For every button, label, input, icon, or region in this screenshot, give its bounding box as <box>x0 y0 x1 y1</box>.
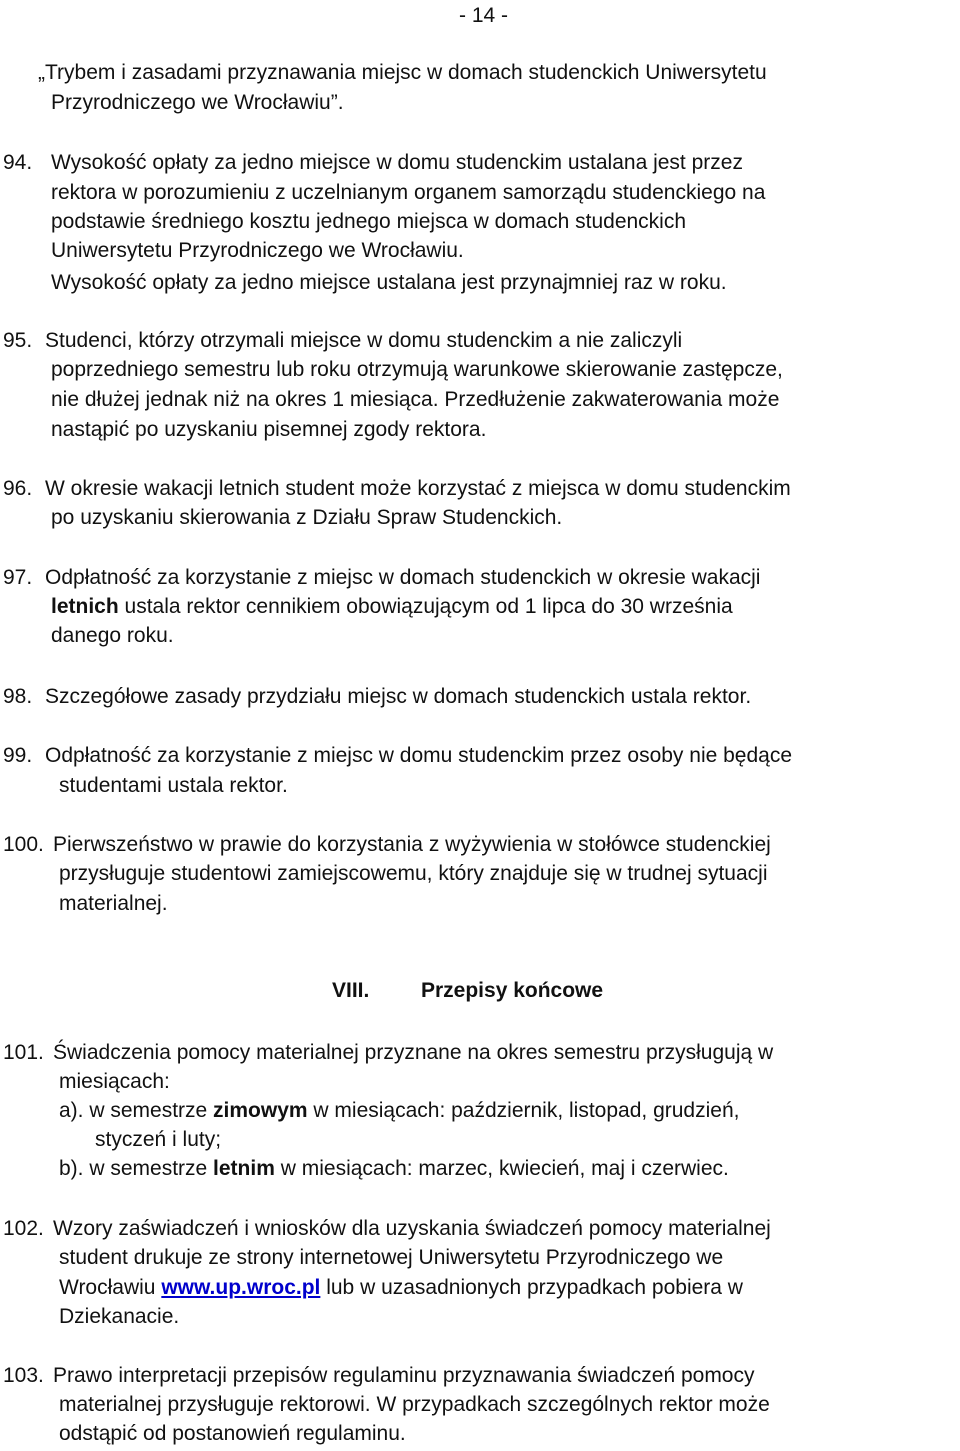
list-item-a <box>59 1099 739 1123</box>
paragraph-102-text: Wrocławiu <box>59 1276 162 1299</box>
paragraph-94-line: Wysokość opłaty za jedno miejsce ustalana jest przynajmniej raz w roku. <box>51 271 727 294</box>
paragraph-97-line <box>51 595 733 619</box>
paragraph-100-line: Pierwszeństwo w prawie do korzystania z wyżywienia w stołówce studenckiej <box>53 833 771 856</box>
paragraph-102-number: 102. <box>3 1217 44 1240</box>
paragraph-102-line: Wzory zaświadczeń i wniosków dla uzyskania świadczeń pomocy materialnej <box>53 1217 771 1240</box>
list-item-b-text: b). w semestrze <box>59 1157 214 1180</box>
paragraph-103-number: 103. <box>3 1364 44 1387</box>
paragraph-103-line: materialnej przysługuje rektorowi. W przypadkach szczególnych rektor może <box>59 1393 770 1416</box>
paragraph-102-text: lub w uzasadnionych przypadkach pobiera w <box>320 1276 743 1299</box>
paragraph-97-text: ustala rektor cennikiem obowiązującym od 1 lipca do 30 września <box>118 595 733 618</box>
list-item-a-continuation: styczeń i luty; <box>95 1128 222 1151</box>
page-number: - 14 - <box>459 4 509 27</box>
paragraph-94-line: podstawie średniego kosztu jednego miejsca w domach studenckich <box>51 210 687 233</box>
paragraph-101-line: miesiącach: <box>59 1070 170 1093</box>
paragraph-97-line: danego roku. <box>51 624 174 647</box>
paragraph-95-line: nie dłużej jednak niż na okres 1 miesiąca. Przedłużenie zakwaterowania może <box>51 388 780 411</box>
paragraph-103-line: odstąpić od postanowień regulaminu. <box>59 1422 406 1445</box>
paragraph-95-line: nastąpić po uzyskaniu pisemnej zgody rektora. <box>51 418 487 441</box>
paragraph-101-line: Świadczenia pomocy materialnej przyznane na okres semestru przysługują w <box>53 1041 774 1064</box>
paragraph-97-number: 97. <box>3 566 33 589</box>
paragraph-100-line: materialnej. <box>59 892 168 915</box>
list-item-a-text: w miesiącach: październik, listopad, grudzień, <box>307 1099 740 1122</box>
paragraph-102-line <box>59 1276 743 1300</box>
paragraph-99-line: studentami ustala rektor. <box>59 774 288 797</box>
paragraph-96-line: W okresie wakacji letnich student może korzystać z miejsca w domu studenckim <box>45 477 791 500</box>
paragraph-99-line: Odpłatność za korzystanie z miejsc w domu studenckim przez osoby nie będące <box>45 744 793 767</box>
paragraph-103-line: Prawo interpretacji przepisów regulaminu przyznawania świadczeń pomocy <box>53 1364 755 1387</box>
list-item-b <box>59 1157 729 1181</box>
intro-line-1: „Trybem i zasadami przyznawania miejsc w domach studenckich Uniwersytetu <box>38 61 767 84</box>
paragraph-100-number: 100. <box>3 833 44 856</box>
paragraph-101-number: 101. <box>3 1041 44 1064</box>
section-title: Przepisy końcowe <box>421 979 604 1002</box>
bold-text: letnim <box>213 1157 275 1180</box>
paragraph-95-line: poprzedniego semestru lub roku otrzymują warunkowe skierowanie zastępcze, <box>51 358 783 381</box>
website-link[interactable]: www.up.wroc.pl <box>161 1276 321 1299</box>
bold-text: letnich <box>51 595 119 618</box>
paragraph-94-number: 94. <box>3 151 33 174</box>
paragraph-96-number: 96. <box>3 477 33 500</box>
paragraph-102-line: student drukuje ze strony internetowej Uniwersytetu Przyrodniczego we <box>59 1246 724 1269</box>
paragraph-94-line: Uniwersytetu Przyrodniczego we Wrocławiu. <box>51 239 464 262</box>
paragraph-94-line: Wysokość opłaty za jedno miejsce w domu studenckim ustalana jest przez <box>51 151 743 174</box>
paragraph-95-line: Studenci, którzy otrzymali miejsce w domu studenckim a nie zaliczyli <box>45 329 683 352</box>
list-item-b-text: w miesiącach: marzec, kwiecień, maj i czerwiec. <box>274 1157 729 1180</box>
paragraph-96-line: po uzyskaniu skierowania z Działu Spraw Studenckich. <box>51 506 563 529</box>
list-item-a-text: a). w semestrze <box>59 1099 214 1122</box>
paragraph-98-line: Szczegółowe zasady przydziału miejsc w domach studenckich ustala rektor. <box>45 685 752 708</box>
intro-line-2: Przyrodniczego we Wrocławiu”. <box>51 91 344 114</box>
paragraph-102-line: Dziekanacie. <box>59 1305 180 1328</box>
paragraph-95-number: 95. <box>3 329 33 352</box>
section-number: VIII. <box>332 979 370 1002</box>
paragraph-94-line: rektora w porozumieniu z uczelnianym organem samorządu studenckiego na <box>51 181 766 204</box>
paragraph-99-number: 99. <box>3 744 33 767</box>
paragraph-100-line: przysługuje studentowi zamiejscowemu, który znajduje się w trudnej sytuacji <box>59 862 768 885</box>
paragraph-98-number: 98. <box>3 685 33 708</box>
bold-text: zimowym <box>213 1099 308 1122</box>
paragraph-97-line: Odpłatność za korzystanie z miejsc w domach studenckich w okresie wakacji <box>45 566 761 589</box>
